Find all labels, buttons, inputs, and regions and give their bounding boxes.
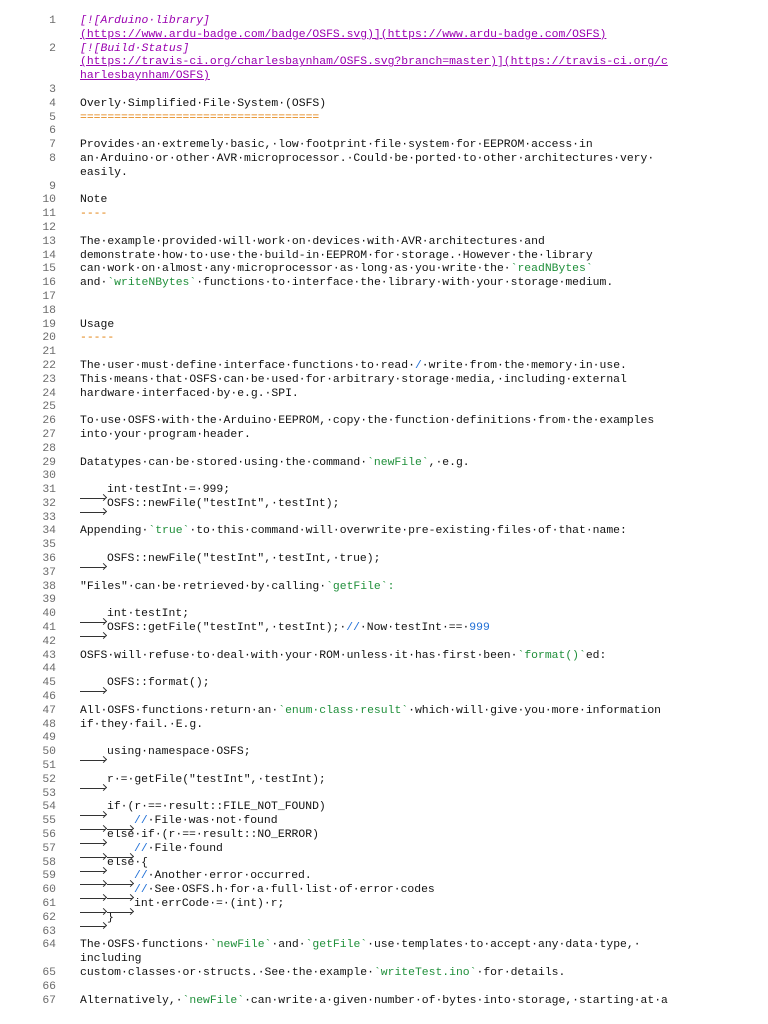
token-num: //: [346, 622, 360, 635]
token-text: easily.: [80, 166, 128, 179]
line-number: 3: [49, 83, 56, 96]
token-text: Alternatively,·: [80, 994, 183, 1007]
line-number: 29: [42, 456, 56, 469]
token-text: ·to·this·command·will·overwrite·pre-existing·files·of·that·name:: [189, 525, 627, 538]
token-text: OSFS::getFile("testInt",·testInt);·: [107, 622, 347, 635]
line-number: 9: [49, 180, 56, 193]
token-text: ·functions·to·interface·the·library·with·your·storage·medium.: [196, 277, 614, 290]
editor-line[interactable]: [80, 815, 768, 829]
token-code: `enum·class·result`: [278, 704, 409, 717]
token-text: using·namespace·OSFS;: [107, 746, 251, 759]
token-text: Appending·: [80, 525, 149, 538]
token-code: `writeTest.ino`: [373, 966, 477, 979]
editor-line[interactable]: [80, 443, 768, 457]
editor-line[interactable]: [80, 857, 768, 871]
editor-content[interactable]: [80, 15, 768, 1008]
line-number: 36: [42, 553, 56, 566]
line-number: 5: [49, 111, 56, 124]
line-number: 57: [42, 842, 56, 855]
line-number: [0, 29, 56, 43]
line-number: [0, 56, 56, 70]
line-number: 32: [42, 497, 56, 510]
token-text: demonstrate·how·to·use·the·build-in·EEPROM·for·storage.·However·the·library: [80, 249, 593, 262]
line-number: [0, 167, 56, 181]
token-code: `true`: [148, 525, 190, 538]
line-number: 67: [42, 994, 56, 1007]
editor-line[interactable]: [80, 829, 768, 843]
editor-line[interactable]: [80, 332, 768, 346]
token-text: else·{: [107, 856, 149, 869]
editor-line[interactable]: [80, 884, 768, 898]
editor-line[interactable]: [80, 926, 768, 940]
token-num: //: [134, 870, 148, 883]
editor-line[interactable]: [80, 981, 768, 995]
editor-line[interactable]: [80, 43, 768, 57]
editor-line[interactable]: [80, 594, 768, 608]
line-number: 20: [42, 332, 56, 345]
editor-line[interactable]: [80, 912, 768, 926]
line-number: 46: [42, 691, 56, 704]
token-text: else·if·(r·==·result::NO_ERROR): [107, 829, 319, 842]
token-text: ·See·OSFS.h·for·a·full·list·of·error·codes: [147, 884, 435, 897]
editor-line[interactable]: [80, 953, 768, 967]
token-text: int·testInt·=·999;: [107, 484, 231, 497]
line-number: 59: [42, 870, 56, 883]
editor-line[interactable]: [80, 746, 768, 760]
line-number: 10: [42, 194, 56, 207]
line-number: 49: [42, 732, 56, 745]
editor-line[interactable]: [80, 484, 768, 498]
line-number: 55: [42, 815, 56, 828]
editor-line[interactable]: [80, 567, 768, 581]
token-text: OSFS::newFile("testInt",·testInt);: [107, 497, 340, 510]
editor-line[interactable]: [80, 415, 768, 429]
line-number: 48: [42, 718, 56, 731]
line-number: 16: [42, 277, 56, 290]
editor-line[interactable]: [80, 967, 768, 981]
line-number: 26: [42, 415, 56, 428]
token-text: ·File·found: [147, 842, 223, 855]
editor-line[interactable]: [80, 705, 768, 719]
editor-line[interactable]: [80, 222, 768, 236]
editor-line[interactable]: [80, 360, 768, 374]
token-text: an·Arduino·or·other·AVR·microprocessor.·Could·be·ported·to·other·architectures·very·: [80, 152, 655, 165]
token-text: including: [80, 953, 142, 966]
line-number: 1: [49, 15, 56, 27]
token-code: `getFile`: [305, 939, 368, 952]
line-number: 40: [42, 608, 56, 621]
line-number: 51: [42, 760, 56, 773]
editor-line[interactable]: [80, 250, 768, 264]
line-number: 13: [42, 235, 56, 248]
line-number: 21: [42, 346, 56, 359]
editor-line[interactable]: [80, 208, 768, 222]
line-number: 37: [42, 566, 56, 579]
line-number: 47: [42, 704, 56, 717]
token-text: "Files"·can·be·retrieved·by·calling·: [80, 580, 327, 593]
line-number: 7: [49, 139, 56, 152]
token-code: `writeNBytes`: [107, 277, 197, 290]
editor-line[interactable]: [80, 401, 768, 415]
editor-line[interactable]: [80, 719, 768, 733]
token-code: `newFile`: [182, 994, 245, 1007]
line-number: 31: [42, 484, 56, 497]
token-text: and·: [80, 277, 108, 290]
token-text: ·write·from·the·memory·in·use.: [421, 359, 627, 372]
token-num: /: [414, 359, 422, 372]
line-number: [0, 70, 56, 84]
editor-line[interactable]: [80, 70, 768, 84]
editor-line[interactable]: [80, 553, 768, 567]
token-text: ·which·will·give·you·more·information: [408, 704, 662, 717]
line-number: 44: [42, 663, 56, 676]
editor-line[interactable]: [80, 581, 768, 595]
editor-line[interactable]: [80, 346, 768, 360]
line-number: 53: [42, 787, 56, 800]
token-text: int·errCode·=·(int)·r;: [134, 898, 285, 910]
line-number: 35: [42, 539, 56, 552]
token-num: //: [134, 815, 148, 828]
editor-line[interactable]: [80, 181, 768, 195]
line-number: 17: [42, 290, 56, 303]
token-text: Provides·an·extremely·basic,·low·footprint·file·system·for·EEPROM·access·in: [80, 139, 593, 152]
editor-line[interactable]: [80, 429, 768, 443]
token-text: ·and·: [271, 939, 306, 952]
token-md-rule: ----: [80, 208, 108, 221]
token-md-url: (https://www.ardu-badge.com/badge/OSFS.svg)](https://www.ardu-badge.com/OSFS): [80, 28, 607, 41]
token-text: ed:: [585, 649, 607, 662]
token-text: Usage: [80, 318, 115, 331]
token-text: int·testInt;: [107, 608, 190, 621]
token-code: `readNBytes`: [510, 263, 593, 276]
editor-line[interactable]: [80, 539, 768, 553]
token-text: custom·classes·or·structs.·See·the·example·: [80, 966, 374, 979]
editor-line[interactable]: [80, 995, 768, 1009]
editor-line[interactable]: [80, 15, 768, 29]
editor-line[interactable]: [80, 512, 768, 526]
line-number: 41: [42, 622, 56, 635]
editor-line[interactable]: [80, 305, 768, 319]
editor-line[interactable]: [80, 374, 768, 388]
editor-line[interactable]: [80, 870, 768, 884]
token-text: Overly·Simplified·File·System·(OSFS): [80, 97, 327, 110]
line-number: 39: [42, 594, 56, 607]
line-number: 38: [42, 580, 56, 593]
token-num: //: [134, 884, 148, 897]
editor-line[interactable]: [80, 291, 768, 305]
token-text: OSFS::format();: [107, 677, 210, 690]
editor-line[interactable]: [80, 498, 768, 512]
editor-line[interactable]: [80, 663, 768, 677]
editor-line[interactable]: [80, 84, 768, 98]
editor-line[interactable]: [80, 760, 768, 774]
line-number: 58: [42, 856, 56, 869]
editor-line[interactable]: [80, 56, 768, 70]
line-number: 27: [42, 428, 56, 441]
line-number: 11: [42, 208, 56, 221]
line-number: 64: [42, 939, 56, 952]
line-number: 50: [42, 746, 56, 759]
token-text: The·OSFS·functions·: [80, 939, 210, 952]
editor-line[interactable]: [80, 153, 768, 167]
line-number: 28: [42, 442, 56, 455]
line-number: 45: [42, 677, 56, 690]
line-number: 61: [42, 898, 56, 910]
editor-line[interactable]: [80, 277, 768, 291]
editor-line[interactable]: [80, 470, 768, 484]
line-number: 22: [42, 359, 56, 372]
line-number: 19: [42, 318, 56, 331]
token-text: ·Now·testInt·==·: [359, 622, 470, 635]
editor-line[interactable]: [80, 636, 768, 650]
token-md-rule: -----: [80, 332, 115, 345]
editor-line[interactable]: [80, 457, 768, 471]
token-text: This·means·that·OSFS·can·be·used·for·arbitrary·storage·media,·including·external: [80, 373, 627, 386]
line-number: 12: [42, 221, 56, 234]
editor-line[interactable]: [80, 388, 768, 402]
line-number: 8: [49, 152, 56, 165]
token-text: ·use·templates·to·accept·any·data·type,·: [367, 939, 641, 952]
line-number: 60: [42, 884, 56, 897]
editor-line[interactable]: [80, 843, 768, 857]
editor-line[interactable]: [80, 801, 768, 815]
token-text: }: [107, 911, 114, 924]
line-number: 18: [42, 304, 56, 317]
token-code: `format()`: [517, 649, 586, 662]
editor-line[interactable]: [80, 691, 768, 705]
token-text: Note: [80, 194, 108, 207]
line-number: 14: [42, 249, 56, 262]
editor-line[interactable]: [80, 29, 768, 43]
token-num: //: [134, 842, 148, 855]
token-text: ·File·was·not·found: [147, 815, 278, 828]
token-text: hardware·interfaced·by·e.g.·SPI.: [80, 387, 299, 400]
line-number: 30: [42, 470, 56, 483]
editor-line[interactable]: [80, 622, 768, 636]
token-code: `getFile`:: [326, 580, 395, 593]
line-number: 33: [42, 511, 56, 524]
editor-line[interactable]: [80, 650, 768, 664]
token-text: ·can·write·a·given·number·of·bytes·into·storage,·starting·at·a: [244, 994, 668, 1007]
token-text: into·your·program·header.: [80, 428, 251, 441]
editor-line[interactable]: [80, 677, 768, 691]
line-number: 23: [42, 373, 56, 386]
line-number: 66: [42, 980, 56, 993]
token-text: ·for·details.: [476, 966, 566, 979]
editor-line[interactable]: [80, 525, 768, 539]
editor-line[interactable]: [80, 939, 768, 953]
line-number-gutter: [0, 15, 56, 1008]
editor-line[interactable]: [80, 236, 768, 250]
token-text: To·use·OSFS·with·the·Arduino·EEPROM,·copy·the·function·definitions·from·the·examples: [80, 415, 655, 428]
editor-line[interactable]: [80, 774, 768, 788]
editor-line[interactable]: [80, 263, 768, 277]
editor-line[interactable]: [80, 194, 768, 208]
line-number: 54: [42, 801, 56, 814]
line-number: 24: [42, 387, 56, 400]
token-md-link: [![Arduino·library]: [80, 15, 210, 27]
token-text: The·example·provided·will·work·on·devices·with·AVR·architectures·and: [80, 235, 545, 248]
token-md-link: [![Build·Status]: [80, 42, 190, 55]
line-number: 6: [49, 125, 56, 138]
editor-line[interactable]: [80, 608, 768, 622]
line-number: 63: [42, 925, 56, 938]
token-num: 999: [469, 622, 490, 635]
line-number: 4: [49, 97, 56, 110]
editor-line[interactable]: [80, 788, 768, 802]
token-md-url: (https://travis-ci.org/charlesbaynham/OSFS.svg?branch=master)](https://travis-ci.org/c: [80, 56, 668, 69]
editor-line[interactable]: [80, 125, 768, 139]
line-number: 2: [49, 42, 56, 55]
editor-line[interactable]: [80, 732, 768, 746]
token-text: if·they·fail.·E.g.: [80, 718, 204, 731]
line-number: 42: [42, 635, 56, 648]
line-number: 52: [42, 773, 56, 786]
line-number: 65: [42, 966, 56, 979]
line-number: 43: [42, 649, 56, 662]
line-number: 25: [42, 401, 56, 414]
token-code: `newFile`: [367, 456, 429, 469]
token-text: All·OSFS·functions·return·an·: [80, 704, 279, 717]
line-number: 56: [42, 829, 56, 842]
editor-line[interactable]: [80, 112, 768, 126]
editor-line[interactable]: [80, 898, 768, 912]
line-number: 34: [42, 525, 56, 538]
token-text: The·user·must·define·interface·functions·to·read·: [80, 359, 415, 372]
token-code: `newFile`: [209, 939, 272, 952]
token-text: can·work·on·almost·any·microprocessor·as·long·as·you·write·the·: [80, 263, 511, 276]
editor-line[interactable]: [80, 319, 768, 333]
token-md-rule: ===================================: [80, 111, 320, 124]
token-text: ·Another·error·occurred.: [147, 870, 312, 883]
editor-line[interactable]: [80, 98, 768, 112]
token-md-url: harlesbaynham/OSFS): [80, 70, 210, 83]
token-text: if·(r·==·result::FILE_NOT_FOUND): [107, 801, 326, 814]
line-number: 15: [42, 263, 56, 276]
line-number: [0, 953, 56, 967]
token-text: Datatypes·can·be·stored·using·the·command·: [80, 456, 368, 469]
editor-line[interactable]: [80, 139, 768, 153]
editor-line[interactable]: [80, 167, 768, 181]
line-number: 62: [42, 911, 56, 924]
token-text: OSFS·will·refuse·to·deal·with·your·ROM·unless·it·has·first·been·: [80, 649, 518, 662]
token-text: OSFS::newFile("testInt",·testInt,·true);: [107, 553, 381, 566]
token-text: r·=·getFile("testInt",·testInt);: [107, 773, 326, 786]
token-text: ,·e.g.: [428, 456, 470, 469]
